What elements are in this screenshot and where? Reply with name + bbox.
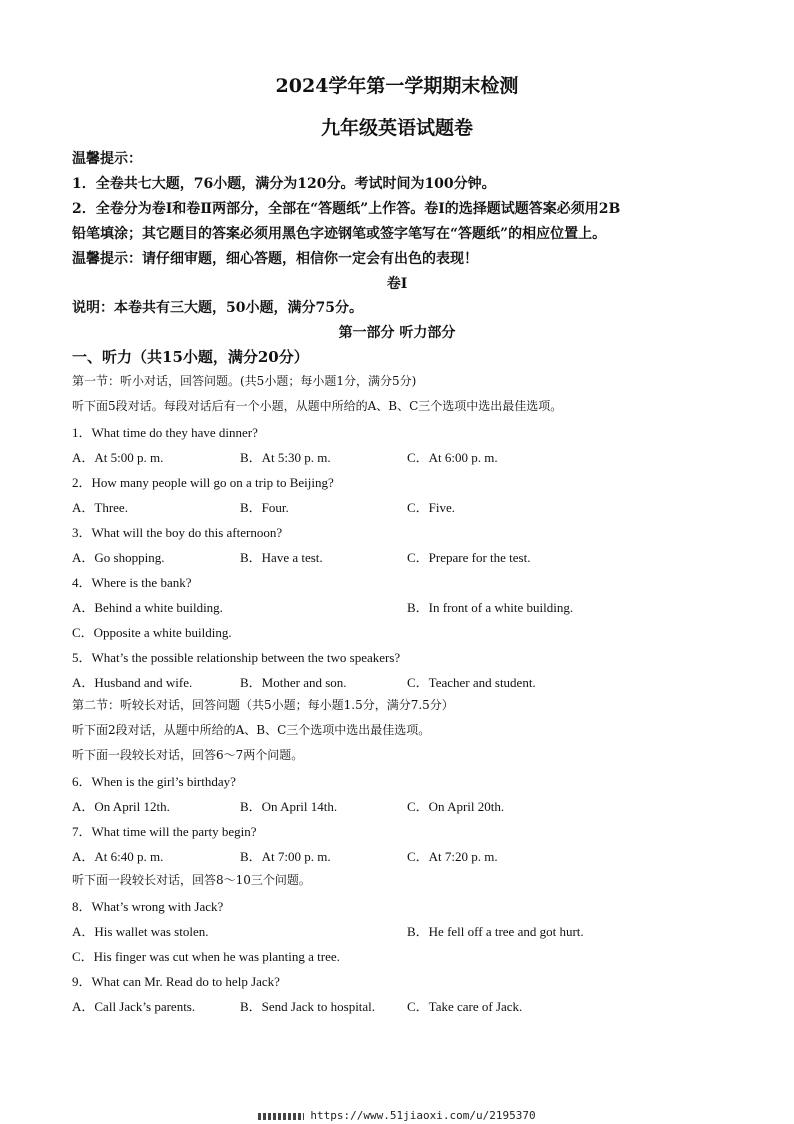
question-5-stem: 5．What’s the possible relationship between the two speakers? bbox=[72, 650, 401, 665]
dialog-1-instruction: 听下面一段较长对话，回答6～7两个问题。 bbox=[72, 748, 304, 762]
question-2-option-c: C．Five. bbox=[407, 500, 456, 515]
page-footer bbox=[0, 1109, 794, 1122]
dialog-2-instruction: 听下面一段较长对话，回答8～10三个问题。 bbox=[72, 873, 311, 887]
volume-description: 说明：本卷共有三大题，50小题，满分75分。 bbox=[72, 300, 363, 316]
question-4-option-c: C．Opposite a white building. bbox=[72, 625, 232, 640]
question-3-option-a: A．Go shopping. bbox=[72, 550, 165, 565]
question-6-stem: 6．When is the girl’s birthday? bbox=[72, 774, 236, 789]
question-1-stem: 1．What time do they have dinner? bbox=[72, 425, 258, 440]
question-9-stem: 9．What can Mr. Read do to help Jack? bbox=[72, 974, 280, 989]
question-3-option-b: B．Have a test. bbox=[240, 550, 323, 565]
question-6-option-b: B．On April 14th. bbox=[240, 799, 338, 814]
section-heading: 一、听力（共15小题，满分20分） bbox=[72, 348, 309, 366]
question-7-option-c: C．At 7:20 p. m. bbox=[407, 849, 498, 864]
question-2-option-a: A．Three. bbox=[72, 500, 128, 515]
question-1-option-c: C．At 6:00 p. m. bbox=[407, 450, 498, 465]
question-7-option-a: A．At 6:40 p. m. bbox=[72, 849, 164, 864]
question-9-option-b: B．Send Jack to hospital. bbox=[240, 999, 376, 1014]
notice-line-2a: 2．全卷分为卷Ⅰ和卷Ⅱ两部分，全部在“答题纸”上作答。卷Ⅰ的选择题试题答案必须用2B bbox=[72, 201, 621, 217]
question-8-option-a: A．His wallet was stolen. bbox=[72, 924, 209, 939]
question-4-option-a: A．Behind a white building. bbox=[72, 600, 223, 615]
question-4-stem: 4．Where is the bank? bbox=[72, 575, 192, 590]
notice-line-3: 温馨提示：请仔细审题，细心答题，相信你一定会有出色的表现！ bbox=[72, 251, 478, 267]
subsection-2-heading: 第二节：听较长对话，回答问题（共5小题；每小题1.5分，满分7.5分） bbox=[72, 698, 454, 712]
question-7-stem: 7．What time will the party begin? bbox=[72, 824, 257, 839]
question-4-option-b: B．In front of a white building. bbox=[407, 600, 574, 615]
footer-url[interactable]: https://www.51jiaoxi.com/u/2195370 bbox=[310, 1109, 536, 1122]
notice-line-1: 1．全卷共七大题，76小题，满分为120分。考试时间为100分钟。 bbox=[72, 176, 496, 192]
site-logo-icon bbox=[258, 1113, 304, 1120]
question-1-option-b: B．At 5:30 p. m. bbox=[240, 450, 331, 465]
question-8-stem: 8．What’s wrong with Jack? bbox=[72, 899, 224, 914]
question-1-option-a: A．At 5:00 p. m. bbox=[72, 450, 164, 465]
question-8-option-c: C．His finger was cut when he was planting a tree. bbox=[72, 949, 340, 964]
exam-subtitle: 九年级英语试题卷 bbox=[320, 117, 473, 139]
question-3-stem: 3．What will the boy do this afternoon? bbox=[72, 525, 283, 540]
volume-label: 卷Ⅰ bbox=[386, 276, 408, 292]
notice-line-2b: 铅笔填涂；其它题目的答案必须用黑色字迹钢笔或签字笔写在“答题纸”的相应位置上。 bbox=[72, 226, 607, 242]
question-9-option-c: C．Take care of Jack. bbox=[407, 999, 523, 1014]
part-title: 第一部分 听力部分 bbox=[338, 325, 456, 341]
question-2-option-b: B．Four. bbox=[240, 500, 289, 515]
question-2-stem: 2．How many people will go on a trip to Beijing? bbox=[72, 475, 334, 490]
subsection-2-instruction: 听下面2段对话，从题中所给的A、B、C三个选项中选出最佳选项。 bbox=[72, 723, 431, 737]
question-5-option-b: B．Mother and son. bbox=[240, 675, 347, 690]
exam-title: 2024学年第一学期期末检测 bbox=[275, 75, 519, 97]
question-6-option-c: C．On April 20th. bbox=[407, 799, 505, 814]
question-7-option-b: B．At 7:00 p. m. bbox=[240, 849, 331, 864]
subsection-1-heading: 第一节：听小对话，回答问题。(共5小题；每小题1分，满分5分) bbox=[72, 374, 417, 388]
question-8-option-b: B．He fell off a tree and got hurt. bbox=[407, 924, 584, 939]
subsection-1-instruction: 听下面5段对话。每段对话后有一个小题，从题中所给的A、B、C三个选项中选出最佳选项。 bbox=[72, 399, 563, 413]
question-6-option-a: A．On April 12th. bbox=[72, 799, 170, 814]
question-3-option-c: C．Prepare for the test. bbox=[407, 550, 531, 565]
question-5-option-a: A．Husband and wife. bbox=[72, 675, 193, 690]
question-9-option-a: A．Call Jack’s parents. bbox=[72, 999, 196, 1014]
question-5-option-c: C．Teacher and student. bbox=[407, 675, 536, 690]
notice-heading: 温馨提示： bbox=[72, 151, 142, 167]
